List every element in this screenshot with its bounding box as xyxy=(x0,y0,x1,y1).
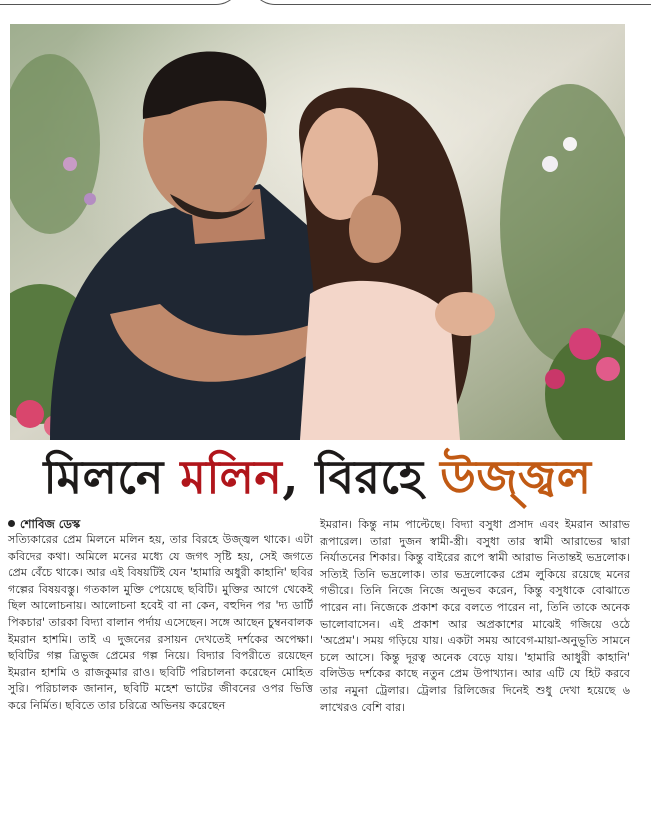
byline xyxy=(8,516,313,532)
article-headline xyxy=(10,446,625,508)
headline-part-1: মিলনে xyxy=(43,450,181,504)
article-column-right xyxy=(320,517,630,716)
photo-couple-embrace-icon xyxy=(10,24,625,440)
article-column-left xyxy=(8,516,313,715)
headline-part-2: মলিন xyxy=(180,450,283,504)
headline-part-3: , বিরহে xyxy=(282,450,441,504)
headline-part-4: উজ্জ্বল xyxy=(440,450,592,504)
article-paragraph-right: ইমরান। কিন্তু নাম পাল্টেছে। বিদ্যা বসুধা প্রসাদ এবং ইমরান আরাভ রূপারেল। তারা দুজন স্বামী-স্ত্রী। বসুধা তার স্বামী আরাভের দ্বারা নির্যাতনের শিকার। কিন্তু বাইরের রূপে স্বামী আরাভ নিতান্তই ভদ্রলোক। সত্যিই তিনি ভদ্রলোক। তার ভদ্রলোকের প্রেম লুকিয়ে রয়েছে মনের গভীরে। তিনি নিজে নিজে অনুভব করেন, কিন্তু বসুধাকে বোঝাতে পারেন না। নিজেকে প্রকাশ করে বলতে পারেন না, তিনি তাকে অনেক ভালোবাসেন। এই প্রকাশ আর অপ্রকাশের মাঝেই গজিয়ে ওঠে 'অপ্রেম'। সময় গড়িয়ে যায়। একটা সময় আবেগ-মায়া-অনুভূতি সামনে চলে আসে। কিন্তু দূরত্ব অনেক বেড়ে যায়। 'হামারি আধুরী কাহানি' বলিউড দর্শকের কাছে নতুন প্রেম উপাখ্যান। আর এটি যে হিট করবে তার নমুনা ট্রেলার। ট্রেলার রিলিজের দিনেই শুধু দেখা হয়েছে ৬ লাখেরও বেশি বার। xyxy=(320,518,630,714)
byline-text: শোবিজ ডেস্ক xyxy=(20,517,81,531)
page-top-frame xyxy=(0,0,660,6)
bullet-icon xyxy=(8,520,15,527)
article-photo xyxy=(10,24,625,440)
frame-arc-right xyxy=(250,0,651,5)
article-paragraph-left: সত্যিকারের প্রেম মিলনে মলিন হয়, তার বিরহে উজ্জ্বল থাকে। এটা কবিদের কথা। অমিলে মনের মধ্যে যে জগৎ সৃষ্টি হয়, সেই জগতে প্রেম বেঁচে থাকে। আর এই বিষয়টিই যেন 'হামারি অধুরী কাহানি' ছবির গল্পের বিষয়বস্তু। গতকাল মুক্তি পেয়েছে ছবিটি। মুক্তির আগে থেকেই ছিল আলোচনায়। আলোচনা হবেই বা না কেন, বহুদিন পর 'দ্য ডার্টি পিকচার' তারকা বিদ্যা বালান পর্দায় এসেছেন। সঙ্গে আছেন চুম্বনবালক ইমরান হাশমি। তাই এ দুজনের রসায়ন দেখতেই দর্শকের অপেক্ষা। ছবিটির গল্প ত্রিভুজ প্রেমের গল্প নিয়ে। বিদ্যার বিপরীতে রয়েছেন ইমরান হাশমি ও রাজকুমার রাও। ছবিটি পরিচালনা করেছেন মোহিত সুরি। পরিচালক জানান, ছবিটি মহেশ ভাটের জীবনের ওপর ভিত্তি করে নির্মিত। ছবিতে তার চরিত্রে অভিনয় করেছেন xyxy=(8,533,313,712)
frame-arc-left xyxy=(0,0,241,5)
